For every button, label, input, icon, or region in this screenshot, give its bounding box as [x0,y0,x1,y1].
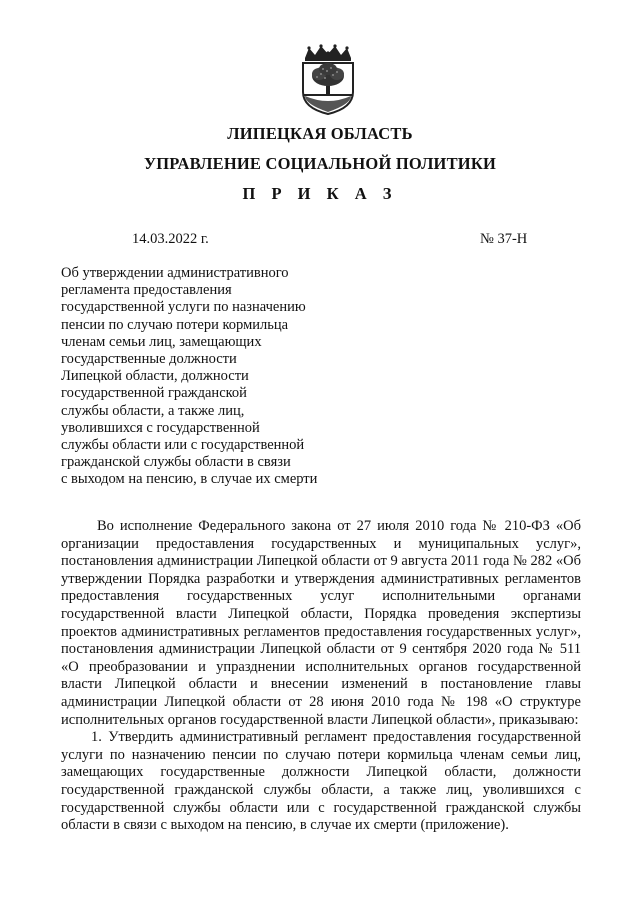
subject-line: Об утверждении административного [61,265,289,281]
order-body [61,518,581,835]
subject-line: пенсии по случаю потери кормильца [61,316,289,333]
order-number: № 37-Н [480,231,528,247]
subject-line: гражданской службы области в связи [61,454,291,471]
subject-line: с выходом на пенсию, в случае их смерти [61,471,318,488]
department-title: УПРАВЛЕНИЕ СОЦИАЛЬНОЙ ПОЛИТИКИ [143,154,497,173]
subject-line: уволившихся с государственной [61,419,260,436]
region-title: ЛИПЕЦКАЯ ОБЛАСТЬ [227,124,413,143]
subject-line: службы области или с государственной [61,437,305,454]
preamble-paragraph: Во исполнение Федерального закона от 27 июля 2010 года № 210-ФЗ «Об организации предоставления государственных и муниципальных услуг», постановления администрации Липецкой области от 9 августа 2011 года № 282 «Об утверждении Порядка разработки и утверждения административных регламентов предоставления государственных услуг исполнительными органами государственной власти Липецкой области, Порядка проведения экспертизы проектов административных регламентов предоставления государственных услуг», постановления администрации Липецкой области от 9 сентября 2020 года № 511 «О преобразовании и упразднении исполнительных органов государственной власти Липецкой области и внесении изменений в постановление главы администрации Липецкой области от 28 июня 2010 года № 198 «О структуре исполнительных органов государственной власти Липецкой области», приказываю: [61,518,581,728]
order-subject [61,265,361,489]
subject-line: службы области, а также лиц, [61,402,245,419]
item-1-paragraph: 1. Утвердить административный регламент предоставления государственной услуги по назначению пенсии по случаю потери кормильца членам семьи лиц, замещающих государственные должности Липецкой области, должности государственной гражданской службы области, а также лиц, уволившихся с государственной службы области или с государственной гражданской службы области в связи с выходом на пенсию, в случае их смерти (приложение). [61,729,581,834]
coat-of-arms-icon [297,44,359,116]
subject-line: государственной гражданской [61,385,247,402]
order-date: 14.03.2022 г. [132,231,209,247]
doc-type-title: П Р И К А З [242,184,398,203]
subject-line: государственной услуги по назначению [61,299,306,316]
subject-line: членам семьи лиц, замещающих [61,333,262,350]
subject-line: регламента предоставления [61,282,232,299]
subject-line: Липецкой области, должности [61,368,249,385]
subject-line: государственные должности [61,351,237,368]
